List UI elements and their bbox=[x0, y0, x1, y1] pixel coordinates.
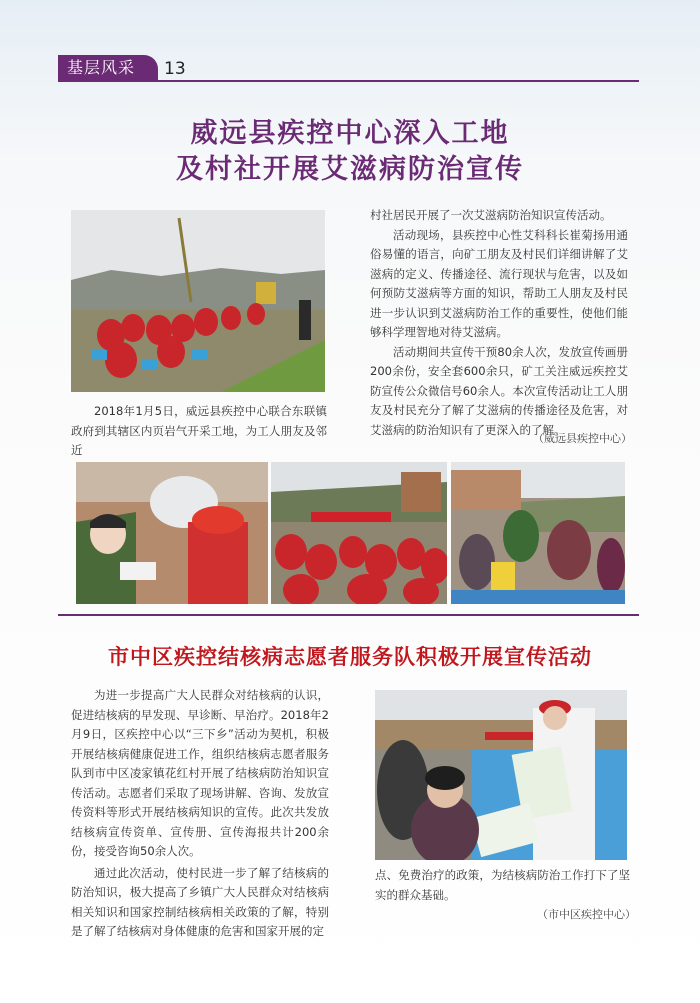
article1-title-line2: 及村社开展艾滋病防治宣传 bbox=[176, 154, 524, 185]
article2-right-column bbox=[375, 866, 630, 905]
article2-credit: （市中区疾控中心） bbox=[537, 908, 636, 921]
article2-title: 市中区疾控结核病志愿者服务队积极开展宣传活动 bbox=[108, 644, 592, 669]
article1-intro: 2018年1月5日，威远县疾控中心联合东联镇政府到其辖区内页岩气开采工地，为工人朋友及邻近 bbox=[71, 404, 327, 457]
article2-paragraph: 通过此次活动，使村民进一步了解了结核病的防治知识，极大提高了乡镇广大人民群众对结核病相关知识和国家控制结核病相关政策的了解，特别是了解了结核病对身体健康的危害和国家开展的定 bbox=[71, 865, 329, 938]
article1-main-photo bbox=[71, 210, 325, 392]
article1-paragraph: 村社居民开展了一次艾滋病防治知识宣传活动。 bbox=[370, 208, 612, 222]
article2-continuation: 点、免费治疗的政策，为结核病防治工作打下了坚实的群众基础。 bbox=[375, 868, 630, 902]
strip-photo-3 bbox=[451, 462, 625, 604]
article2-paragraph: 为进一步提高广大人民群众对结核病的认识，促进结核病的早发现、早诊断、早治疗。2018年2月9日，区疾控中心以“三下乡”活动为契机，积极开展结核病健康促进工作，组织结核病志愿者服务队到市中区凌家镇花红村开展了结核病防治知识宣传活动。志愿者们采取了现场讲解、咨询、发放宣传资料等形式开展结核病知识的宣传。此次共发放结核病宣传资单、宣传册、宣传海报共计200余份，接受咨询50余人次。 bbox=[71, 688, 329, 858]
section-divider bbox=[58, 614, 639, 616]
strip-photo-1 bbox=[76, 462, 268, 604]
article1-right-column bbox=[370, 206, 628, 440]
article1-credit: （威远县疾控中心） bbox=[533, 432, 632, 445]
article1-paragraph: 活动期间共宣传干预80余人次，发放宣传画册200余份，安全套600余只，矿工关注威远疾控艾防宣传公众微信号60余人。本次宣传活动让工人朋友及村民充分了解了艾滋病的传播途径及危害，对艾滋病的防治知识有了更深入的了解。 bbox=[370, 344, 628, 437]
article1-title-line1: 威远县疾控中心深入工地 bbox=[190, 118, 510, 149]
article2-left-column bbox=[71, 686, 329, 942]
header-rule bbox=[58, 80, 639, 82]
page-number: 13 bbox=[164, 59, 186, 79]
strip-photo-2 bbox=[271, 462, 447, 604]
article1-paragraph: 活动现场，县疾控中心性艾科科长崔菊扬用通俗易懂的语言，向矿工朋友及村民们详细讲解了艾滋病的定义、传播途径、流行现状与危害，以及如何预防艾滋病等方面的知识，帮助工人朋友及村民进一步认识到艾滋病防治工作的重要性，使他们能够科学理智地对待艾滋病。 bbox=[370, 227, 628, 339]
article2-photo bbox=[375, 690, 627, 860]
section-tab: 基层风采 bbox=[58, 55, 158, 81]
article1-intro-block bbox=[71, 402, 327, 461]
